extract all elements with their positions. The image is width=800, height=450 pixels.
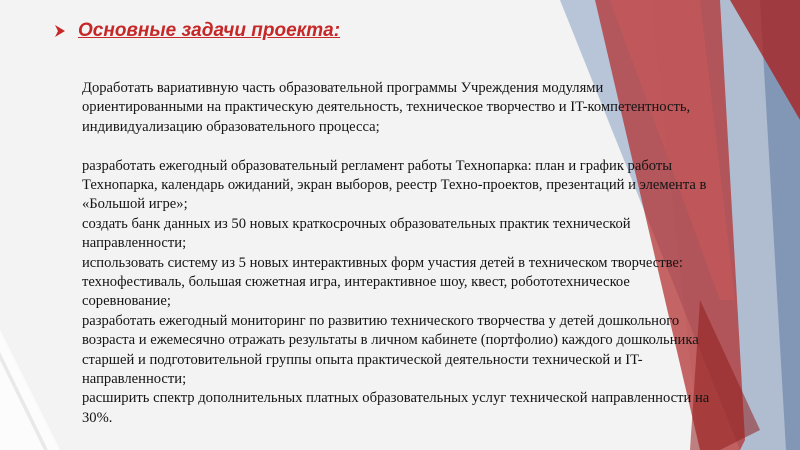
task-paragraph: использовать систему из 5 новых интерактивных форм участия детей в техническом творчестве: технофестиваль, большая сюжетная игра, интерактивное шоу, квест, робототехническое соревнование; <box>82 254 683 310</box>
task-paragraph: разработать ежегодный мониторинг по развитию технического творчества у детей дошкольного возраста и ежемесячно отражать результаты в личном кабинете (портфолио) каждого дошкольника старшей и подготовительной группы опыта практической деятельности технической и IT-направленности; <box>82 312 699 388</box>
task-paragraph: Доработать вариативную часть образовательной программы Учреждения модулями ориентированными на практическую деятельность, техническое творчество и IT-компетентность, индивидуализацию образовательного процесса; <box>82 80 691 135</box>
slide-body <box>82 79 722 428</box>
task-paragraph: расширить спектр дополнительных платных образовательных услуг технической направленности на 30%. <box>82 390 710 426</box>
arrow-bullet-icon <box>54 24 66 38</box>
slide-title: Основные задачи проекта: <box>78 20 341 41</box>
task-paragraph: создать банк данных из 50 новых краткосрочных образовательных практик технической направленности; <box>82 215 631 252</box>
title-row <box>54 20 340 42</box>
task-paragraph: разработать ежегодный образовательный регламент работы Технопарка: план и график работы Технопарка, календарь ожиданий, экран выборов, реестр Техно-проектов, презентаций и элемента в «Большой игре»; <box>82 157 707 213</box>
decor-left-shard <box>0 330 60 450</box>
